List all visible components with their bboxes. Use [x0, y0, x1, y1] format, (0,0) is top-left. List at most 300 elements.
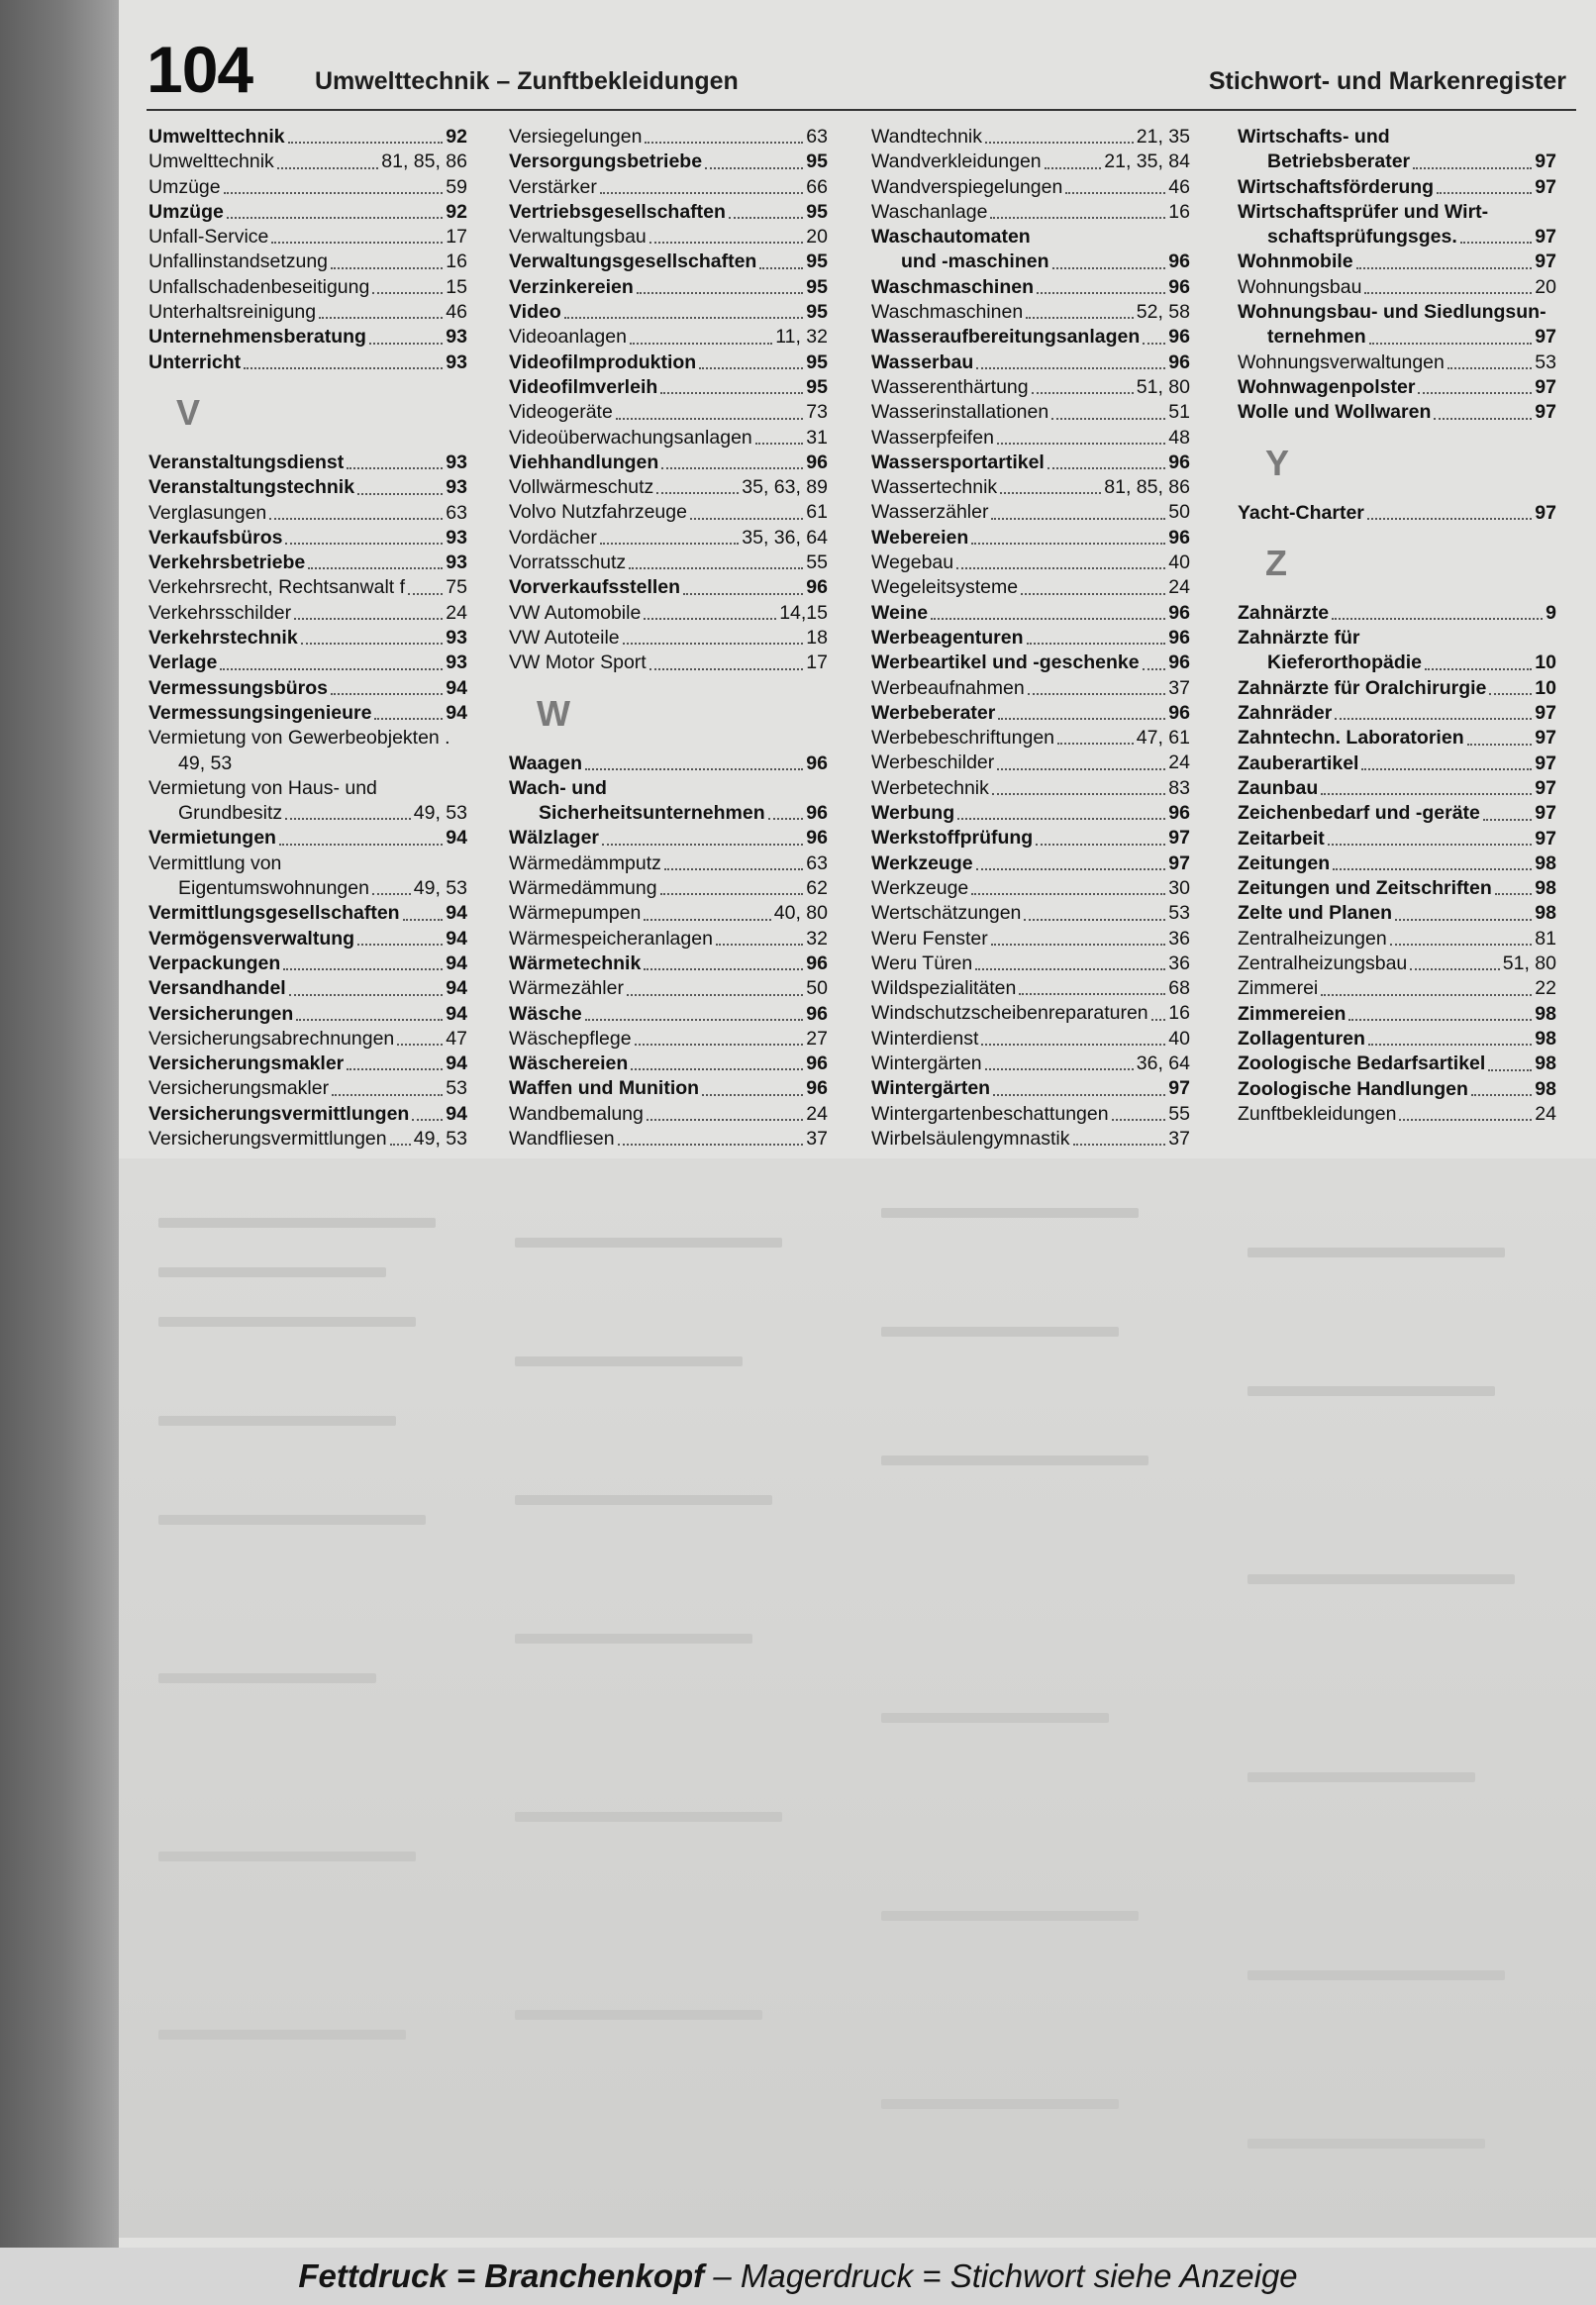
- index-term: Versicherungen: [149, 1002, 294, 1025]
- index-entry: [509, 551, 828, 575]
- dot-leader: [1073, 1144, 1166, 1146]
- index-term: Zahnräder: [1238, 702, 1333, 725]
- page-reference: 96: [1168, 451, 1190, 473]
- index-term: Wasserzähler: [871, 501, 989, 524]
- dot-leader: [768, 818, 804, 820]
- index-entry: [871, 150, 1190, 174]
- section-letter: Z: [1265, 542, 1287, 583]
- dot-leader: [1447, 367, 1532, 369]
- dot-leader: [1489, 693, 1532, 695]
- dot-leader: [602, 844, 803, 846]
- index-entry: [509, 125, 828, 150]
- index-entry: [871, 351, 1190, 375]
- page-reference: 10: [1535, 651, 1556, 674]
- dot-leader: [332, 1094, 443, 1096]
- page-reference: 46: [1168, 175, 1190, 198]
- index-term: Vermögensverwaltung: [149, 927, 355, 950]
- index-entry: [871, 551, 1190, 575]
- index-entry: [509, 451, 828, 475]
- section-letter: W: [537, 692, 570, 734]
- index-entry: [871, 475, 1190, 500]
- index-entry: [149, 752, 467, 776]
- index-term: Kieferorthopädie: [1267, 651, 1423, 674]
- dot-leader: [1361, 768, 1532, 770]
- index-term: Werbetechnik: [871, 776, 989, 799]
- page-reference: 96: [1168, 275, 1190, 298]
- dot-leader: [985, 1068, 1134, 1070]
- dot-leader: [564, 317, 804, 319]
- page-reference: 37: [1168, 1127, 1190, 1150]
- dot-leader: [998, 718, 1165, 720]
- page-range-title: Umwelttechnik – Zunftbekleidungen: [315, 67, 739, 95]
- index-entry: [871, 275, 1190, 300]
- index-term: Verpackungen: [149, 952, 281, 974]
- dot-leader: [403, 919, 444, 921]
- page-reference: 21, 35: [1136, 126, 1190, 148]
- dot-leader: [600, 543, 739, 545]
- index-term: Waschmaschinen: [871, 301, 1024, 324]
- dot-leader: [975, 968, 1165, 970]
- dot-leader: [635, 1044, 804, 1046]
- index-entry: [149, 325, 467, 350]
- index-entry: [509, 351, 828, 375]
- index-entry: [1238, 876, 1556, 901]
- dot-leader: [271, 242, 443, 244]
- index-entry: [1238, 150, 1556, 174]
- page-reference: 17: [446, 226, 467, 249]
- index-term: Waschautomaten: [871, 226, 1031, 249]
- dot-leader: [1065, 192, 1165, 194]
- page-reference: 24: [806, 1102, 828, 1125]
- page-reference: 95: [806, 200, 828, 223]
- index-term: Windschutzscheibenreparaturen: [871, 1002, 1148, 1025]
- page-reference: 24: [1535, 1102, 1556, 1125]
- dot-leader: [660, 392, 803, 394]
- page-reference: 16: [446, 251, 467, 273]
- dot-leader: [759, 267, 803, 269]
- index-entry: [509, 1002, 828, 1027]
- page-reference: 36, 64: [1136, 1052, 1190, 1074]
- page-reference: 21, 35, 84: [1104, 150, 1190, 173]
- index-entry: [509, 150, 828, 174]
- index-term: Webereien: [871, 526, 969, 549]
- page-reference: 96: [806, 1052, 828, 1075]
- index-term: Unterricht: [149, 351, 242, 373]
- dot-leader: [656, 492, 739, 494]
- index-entry: [509, 175, 828, 200]
- page-reference: 62: [806, 877, 828, 900]
- index-term: Viehhandlungen: [509, 451, 659, 473]
- index-term: Unfallschadenbeseitigung: [149, 275, 370, 298]
- index-entry: [509, 952, 828, 976]
- dot-leader: [1057, 743, 1134, 745]
- index-entry: [509, 801, 828, 826]
- dot-leader: [1483, 819, 1532, 821]
- index-term: Vertriebsgesellschaften: [509, 200, 726, 223]
- dot-leader: [660, 893, 804, 895]
- dot-leader: [357, 493, 443, 495]
- page-reference: 49, 53: [413, 1127, 467, 1150]
- page-reference: 10: [1535, 676, 1556, 699]
- page-reference: 24: [1168, 576, 1190, 599]
- index-entry: [871, 601, 1190, 626]
- index-entry: [149, 351, 467, 375]
- index-entry: [871, 676, 1190, 701]
- page-reference: 49, 53: [413, 877, 467, 900]
- index-column-2: [509, 125, 828, 1152]
- page-reference: 97: [1535, 175, 1556, 198]
- index-column-3: [871, 125, 1190, 1152]
- index-term: Wandfliesen: [509, 1127, 615, 1150]
- dot-leader: [1368, 1044, 1532, 1046]
- index-entry: [149, 175, 467, 200]
- index-term: Verglasungen: [149, 501, 267, 524]
- page-reference: 81, 85, 86: [1104, 476, 1190, 499]
- page-reference: 96: [1168, 251, 1190, 273]
- dot-leader: [971, 543, 1165, 545]
- index-entry: [149, 876, 467, 901]
- index-entry: [871, 300, 1190, 325]
- index-entry: [149, 651, 467, 675]
- index-entry: [149, 976, 467, 1001]
- page-reference: 93: [446, 451, 467, 473]
- dot-leader: [1026, 317, 1134, 319]
- page-reference: 52, 58: [1136, 301, 1190, 324]
- page-reference: 96: [806, 451, 828, 473]
- section-letter: Y: [1265, 442, 1290, 483]
- index-term: Versorgungsbetriebe: [509, 150, 703, 173]
- index-entry: [149, 475, 467, 500]
- dot-leader: [1488, 1069, 1532, 1071]
- page-reference: 50: [1168, 501, 1190, 524]
- index-term: VW Automobile: [509, 601, 642, 624]
- index-entry: [509, 250, 828, 274]
- page-reference: 51: [1168, 401, 1190, 424]
- dot-leader: [1364, 292, 1532, 294]
- index-entry: [149, 676, 467, 701]
- page-reference: 31: [806, 426, 828, 449]
- index-term: Versicherungsvermittlungen: [149, 1127, 387, 1150]
- dot-leader: [1028, 693, 1166, 695]
- dot-leader: [269, 518, 443, 520]
- page-reference: 97: [1535, 752, 1556, 774]
- dot-leader: [1356, 267, 1533, 269]
- index-term: Zentralheizungen: [1238, 927, 1387, 950]
- index-term: Vorverkaufsstellen: [509, 576, 681, 599]
- page-reference: 93: [446, 526, 467, 549]
- dot-leader: [224, 192, 444, 194]
- dot-leader: [1032, 392, 1134, 394]
- dot-leader: [1332, 618, 1543, 620]
- page-reference: 94: [446, 952, 467, 974]
- page-header: [147, 30, 1576, 111]
- index-term: Eigentumswohnungen: [178, 877, 369, 900]
- dot-leader: [1019, 993, 1165, 995]
- index-term: Videofilmverleih: [509, 375, 658, 398]
- dot-leader: [1467, 744, 1533, 746]
- dot-leader: [319, 317, 443, 319]
- dot-leader: [374, 718, 443, 720]
- index-term: Zollagenturen: [1238, 1027, 1365, 1050]
- index-column-1: [149, 125, 467, 1152]
- index-entry: [509, 275, 828, 300]
- index-entry: [1238, 776, 1556, 801]
- index-term: schaftsprüfungsges.: [1267, 226, 1457, 249]
- index-entry: [871, 125, 1190, 150]
- page-reference: 98: [1535, 902, 1556, 925]
- page-reference: 95: [806, 351, 828, 373]
- index-term: Videoüberwachungsanlagen: [509, 426, 752, 449]
- page-number: 104: [147, 33, 253, 106]
- index-column-4: [1238, 125, 1556, 1127]
- index-entry: [1238, 752, 1556, 776]
- page-reference: 96: [1168, 626, 1190, 649]
- index-term: Verzinkereien: [509, 275, 634, 298]
- index-term: Verkaufsbüros: [149, 526, 283, 549]
- index-entry: [1238, 125, 1556, 150]
- index-entry: [149, 501, 467, 526]
- index-term: Wandverkleidungen: [871, 150, 1042, 173]
- index-term: Zeitungen: [1238, 852, 1331, 874]
- index-entry: [871, 776, 1190, 801]
- index-term: Unfall-Service: [149, 226, 269, 249]
- index-term: Zoologische Handlungen: [1238, 1077, 1468, 1100]
- book-gutter: [0, 0, 139, 2305]
- page-reference: 48: [1168, 426, 1190, 449]
- index-term: Wassersportartikel: [871, 451, 1045, 473]
- index-term: Wassertechnik: [871, 476, 998, 499]
- dot-leader: [755, 443, 804, 445]
- page-reference: 36: [1168, 927, 1190, 950]
- page-reference: 49, 53: [413, 802, 467, 825]
- index-term: Verwaltungsgesellschaften: [509, 251, 757, 273]
- page-reference: 97: [1535, 150, 1556, 173]
- index-term: Verkehrstechnik: [149, 627, 298, 650]
- dot-leader: [1143, 668, 1166, 670]
- page-reference: 97: [1535, 776, 1556, 799]
- index-term: Zeitungen und Zeitschriften: [1238, 877, 1492, 900]
- dot-leader: [997, 443, 1165, 445]
- page-reference: 27: [806, 1027, 828, 1050]
- dot-leader: [1143, 343, 1165, 345]
- page-reference: 68: [1168, 977, 1190, 1000]
- index-entry: [149, 1027, 467, 1052]
- dot-leader: [347, 467, 443, 469]
- dot-leader: [308, 567, 443, 569]
- dot-leader: [1434, 418, 1532, 420]
- page-reference: 63: [806, 126, 828, 148]
- dot-leader: [294, 618, 443, 620]
- index-term: Versiegelungen: [509, 126, 643, 148]
- index-term: Wohnungsbau: [1238, 275, 1362, 298]
- index-term: Volvo Nutzfahrzeuge: [509, 501, 687, 524]
- dot-leader: [1024, 919, 1165, 921]
- index-term: Wach- und: [509, 776, 607, 799]
- page-reference: 59: [446, 175, 467, 198]
- index-entry: [149, 626, 467, 651]
- dot-leader: [957, 818, 1165, 820]
- index-entry: [871, 175, 1190, 200]
- dot-leader: [1036, 844, 1165, 846]
- page-reference: 96: [1168, 651, 1190, 674]
- index-page: [119, 0, 1596, 2305]
- dot-leader: [412, 1119, 443, 1121]
- index-term: Wildspezialitäten: [871, 977, 1017, 1000]
- index-entry: [149, 1076, 467, 1101]
- dot-leader: [1335, 718, 1532, 720]
- index-term: Zelte und Planen: [1238, 902, 1393, 925]
- page-reference: 51, 80: [1502, 952, 1556, 975]
- index-entry: [509, 1027, 828, 1052]
- dot-leader: [279, 844, 443, 846]
- dot-leader: [623, 643, 804, 645]
- index-term: Vermietung von Haus- und: [149, 776, 377, 799]
- dot-leader: [616, 418, 803, 420]
- page-reference: 94: [446, 676, 467, 699]
- index-entry: [509, 776, 828, 801]
- index-term: Unternehmensberatung: [149, 326, 366, 349]
- index-term: Waagen: [509, 752, 583, 774]
- index-term: Wäsche: [509, 1002, 582, 1025]
- index-term: Wegebau: [871, 551, 954, 574]
- dot-leader: [369, 343, 443, 345]
- index-term: Werbeschilder: [871, 752, 995, 774]
- dot-leader: [645, 142, 803, 144]
- page-reference: 53: [1168, 902, 1190, 925]
- page-reference: 96: [806, 1077, 828, 1100]
- index-term: VW Autoteile: [509, 626, 620, 649]
- index-term: Werbeagenturen: [871, 626, 1024, 649]
- page-reference: 15: [446, 275, 467, 298]
- index-term: Betriebsberater: [1267, 150, 1411, 173]
- dot-leader: [283, 968, 443, 970]
- index-term: Zoologische Bedarfsartikel: [1238, 1052, 1486, 1075]
- index-entry: [1238, 726, 1556, 751]
- index-term: Wärmespeicheranlagen: [509, 927, 713, 950]
- dot-leader: [627, 994, 803, 996]
- dot-leader: [991, 944, 1166, 946]
- dot-leader: [647, 1119, 803, 1121]
- index-term: Videoanlagen: [509, 326, 627, 349]
- dot-leader: [971, 893, 1165, 895]
- index-entry: [1238, 1077, 1556, 1102]
- page-reference: 47: [446, 1027, 467, 1050]
- page-reference: 37: [1168, 676, 1190, 699]
- index-entry: [1238, 901, 1556, 926]
- index-entry: [1238, 225, 1556, 250]
- index-term: Vorratsschutz: [509, 551, 627, 574]
- dot-leader: [976, 868, 1166, 870]
- page-reference: 73: [806, 401, 828, 424]
- dot-leader: [1460, 242, 1533, 244]
- index-entry: [871, 526, 1190, 551]
- index-entry: [871, 426, 1190, 451]
- dot-leader: [289, 994, 444, 996]
- index-entry: [509, 626, 828, 651]
- dot-leader: [244, 367, 443, 369]
- dot-leader: [1321, 793, 1532, 795]
- index-term: Verlage: [149, 651, 218, 674]
- legend-separator: –: [704, 2257, 741, 2294]
- page-reference: 97: [1535, 702, 1556, 725]
- page-reference: 63: [446, 501, 467, 524]
- index-entry: [509, 927, 828, 952]
- index-entry: [871, 451, 1190, 475]
- index-term: Wandbemalung: [509, 1102, 644, 1125]
- index-entry: [509, 500, 828, 525]
- page-reference: 53: [1535, 351, 1556, 373]
- index-term: Wohnungsverwaltungen: [1238, 351, 1445, 373]
- index-entry: [871, 1052, 1190, 1076]
- index-entry: [149, 852, 467, 876]
- index-term: Zahnärzte für Oralchirurgie: [1238, 676, 1487, 699]
- index-entry: [509, 1052, 828, 1076]
- index-entry: [149, 125, 467, 150]
- index-entry: [1238, 400, 1556, 425]
- page-reference: 75: [446, 576, 467, 599]
- page-reference: 96: [806, 952, 828, 974]
- page-reference: 51, 80: [1136, 375, 1190, 398]
- page-reference: 93: [446, 551, 467, 574]
- index-entry: [1238, 325, 1556, 350]
- dot-leader: [1348, 1019, 1532, 1021]
- index-entry: [871, 225, 1190, 250]
- index-entry: [1238, 601, 1556, 626]
- page-reference: 98: [1535, 1002, 1556, 1025]
- page-reference: 97: [1535, 326, 1556, 349]
- index-entry: [149, 826, 467, 851]
- page-reference: 24: [446, 601, 467, 624]
- index-term: Werbung: [871, 802, 955, 825]
- dot-leader: [644, 919, 770, 921]
- index-entry: [871, 751, 1190, 775]
- index-term: Umwelttechnik: [149, 150, 274, 173]
- index-entry: [149, 300, 467, 325]
- dot-leader: [347, 1068, 443, 1070]
- dot-leader: [1052, 267, 1166, 269]
- page-reference: 55: [1168, 1102, 1190, 1125]
- index-entry: [1238, 300, 1556, 325]
- index-entry: [1238, 701, 1556, 726]
- dot-leader: [992, 793, 1165, 795]
- dot-leader: [630, 343, 772, 345]
- dot-leader: [1112, 1119, 1166, 1121]
- dot-leader: [976, 367, 1165, 369]
- index-entry: [149, 150, 467, 174]
- page-reference: 96: [1168, 526, 1190, 549]
- legend-bold-text: Fettdruck = Branchenkopf: [298, 2257, 705, 2294]
- page-reference: 37: [806, 1127, 828, 1150]
- index-entry: [1238, 1002, 1556, 1027]
- index-entry: [509, 1127, 828, 1152]
- index-entry: [149, 801, 467, 826]
- dot-leader: [1471, 1094, 1532, 1096]
- page-reference: 94: [446, 827, 467, 850]
- index-entry: [149, 1127, 467, 1152]
- index-entry: [149, 575, 467, 600]
- dot-leader: [585, 768, 803, 770]
- page-reference: 81: [1535, 927, 1556, 950]
- dot-leader: [644, 968, 803, 970]
- index-columns: [149, 125, 1574, 1154]
- legend-footer: [0, 2248, 1596, 2305]
- index-entry: [149, 275, 467, 300]
- index-entry: [871, 876, 1190, 901]
- index-entry: [509, 575, 828, 600]
- page-reference: 40: [1168, 1027, 1190, 1050]
- page-reference: 95: [806, 375, 828, 398]
- index-entry: [871, 200, 1190, 225]
